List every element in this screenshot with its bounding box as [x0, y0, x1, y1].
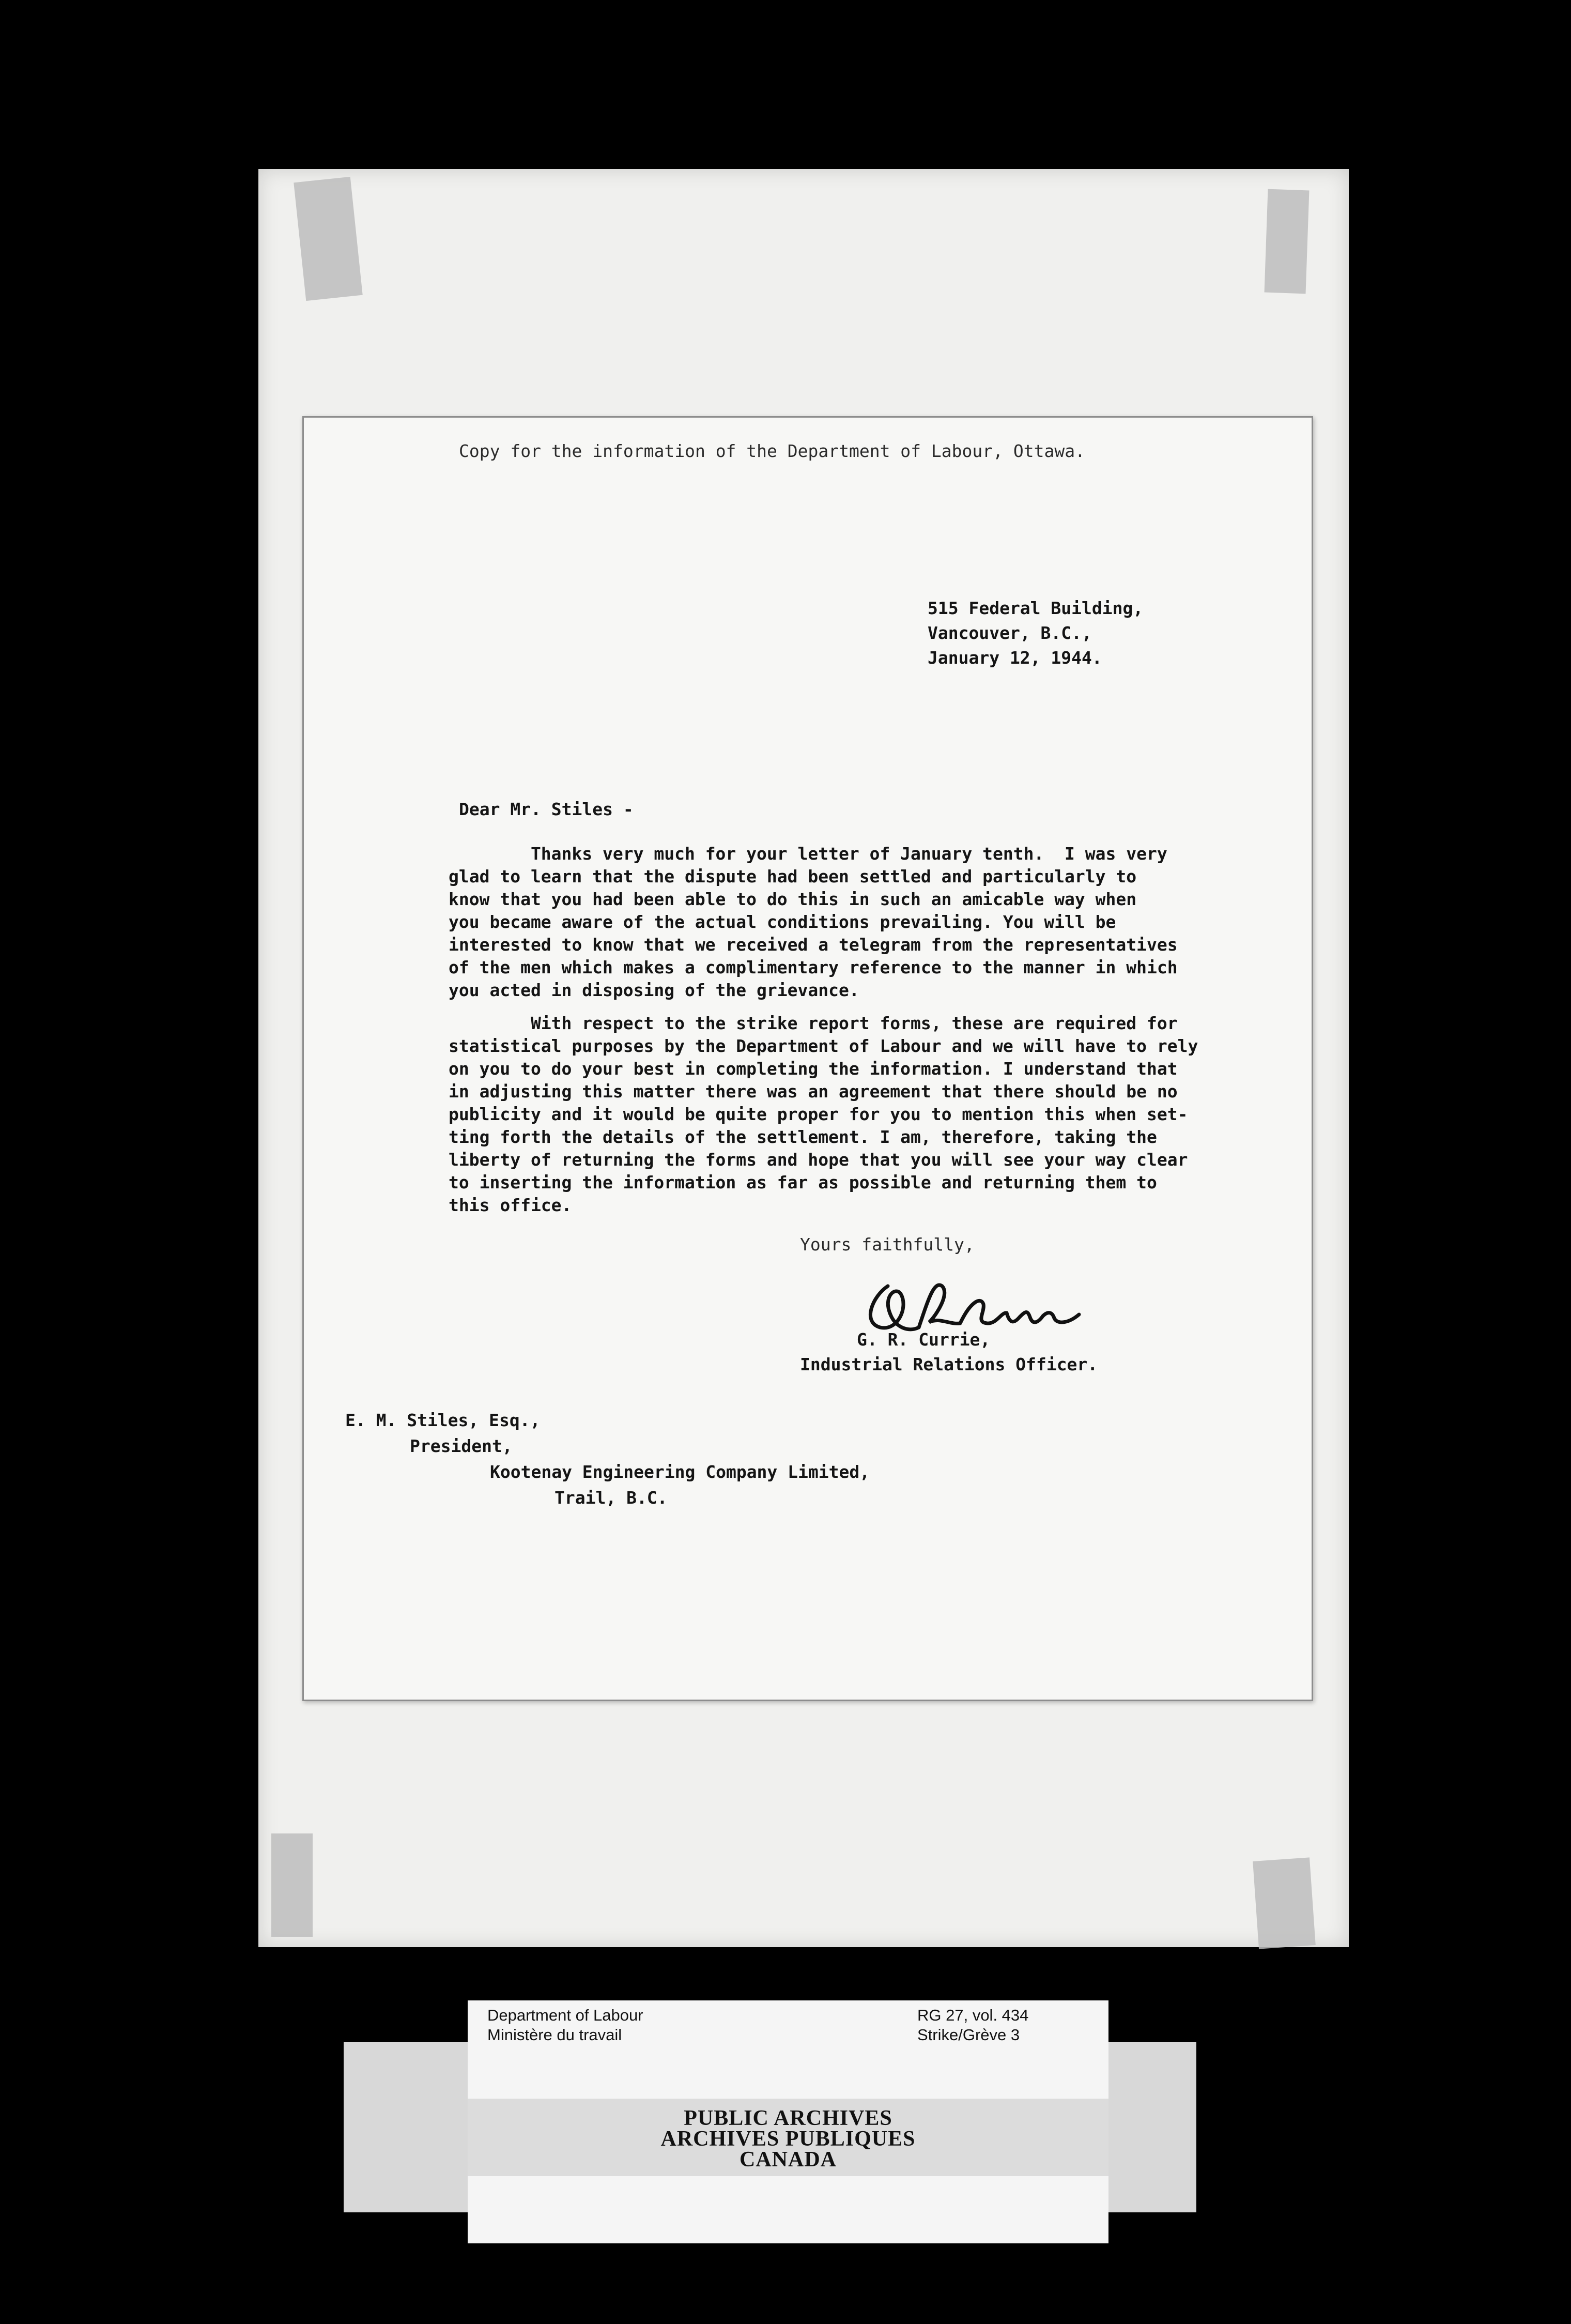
letter-sheet — [302, 416, 1313, 1701]
tape-top-right — [1265, 189, 1310, 294]
sender-address — [928, 596, 1143, 670]
copy-notice: Copy for the information of the Department of Labour, Ottawa. — [459, 441, 1085, 461]
mounted-page — [258, 169, 1349, 1947]
text-line: Thanks very much for your letter of January tenth. I was very — [449, 844, 1167, 864]
text-line: publicity and it would be quite proper for you to mention this when set- — [449, 1104, 1188, 1124]
tape-top-left — [294, 177, 362, 301]
text-line: of the men which makes a complimentary reference to the manner in which — [449, 957, 1178, 977]
department-english: Department of Labour — [487, 2006, 643, 2024]
text-line: on you to do your best in completing the information. I understand that — [449, 1059, 1178, 1079]
signer-title: Industrial Relations Officer. — [800, 1354, 1098, 1374]
letter-date: January 12, 1944. — [928, 648, 1102, 668]
address-line: 515 Federal Building, — [928, 598, 1144, 618]
signature-block — [800, 1327, 1098, 1377]
archive-stamp — [468, 2108, 1108, 2170]
tape-bottom-right — [1253, 1857, 1316, 1949]
salutation: Dear Mr. Stiles - — [459, 799, 634, 819]
tape-bottom-left — [271, 1833, 313, 1937]
closing: Yours faithfully, — [800, 1234, 975, 1255]
text-line: this office. — [449, 1195, 572, 1215]
text-line: you acted in disposing of the grievance. — [449, 980, 859, 1000]
text-line: glad to learn that the dispute had been settled and particularly to — [449, 866, 1137, 886]
recipient-line: President, — [410, 1436, 513, 1456]
text-line: liberty of returning the forms and hope that you will see your way clear — [449, 1150, 1188, 1170]
text-line: With respect to the strike report forms, these are required for — [449, 1013, 1178, 1033]
text-line: you became aware of the actual conditions prevailing. You will be — [449, 912, 1116, 932]
recipient-line: Kootenay Engineering Company Limited, — [490, 1462, 870, 1482]
text-line: know that you had been able to do this in such an amicable way when — [449, 889, 1137, 909]
archive-label-info — [468, 2006, 1108, 2078]
paragraph-1 — [449, 843, 1203, 1002]
stamp-line: PUBLIC ARCHIVES — [684, 2106, 892, 2130]
text-line: in adjusting this matter there was an agreement that there should be no — [449, 1081, 1178, 1102]
department-french: Ministère du travail — [487, 2026, 622, 2044]
archive-subject: Strike/Grève 3 — [917, 2026, 1020, 2044]
recipient-line: E. M. Stiles, Esq., — [345, 1410, 541, 1430]
stamp-line: ARCHIVES PUBLIQUES — [660, 2127, 916, 2151]
stamp-line: CANADA — [740, 2148, 837, 2172]
archive-reference: RG 27, vol. 434 — [917, 2006, 1029, 2024]
signer-name: G. R. Currie, — [857, 1329, 991, 1350]
recipient-line: Trail, B.C. — [555, 1488, 668, 1508]
text-line: statistical purposes by the Department of Labour and we will have to rely — [449, 1036, 1198, 1056]
text-line: interested to know that we received a telegram from the representatives — [449, 935, 1178, 955]
text-line: ting forth the details of the settlement. I am, therefore, taking the — [449, 1127, 1157, 1147]
paragraph-2 — [449, 1012, 1203, 1217]
address-line: Vancouver, B.C., — [928, 623, 1092, 643]
text-line: to inserting the information as far as possible and returning them to — [449, 1172, 1157, 1192]
recipient-address — [345, 1408, 870, 1511]
